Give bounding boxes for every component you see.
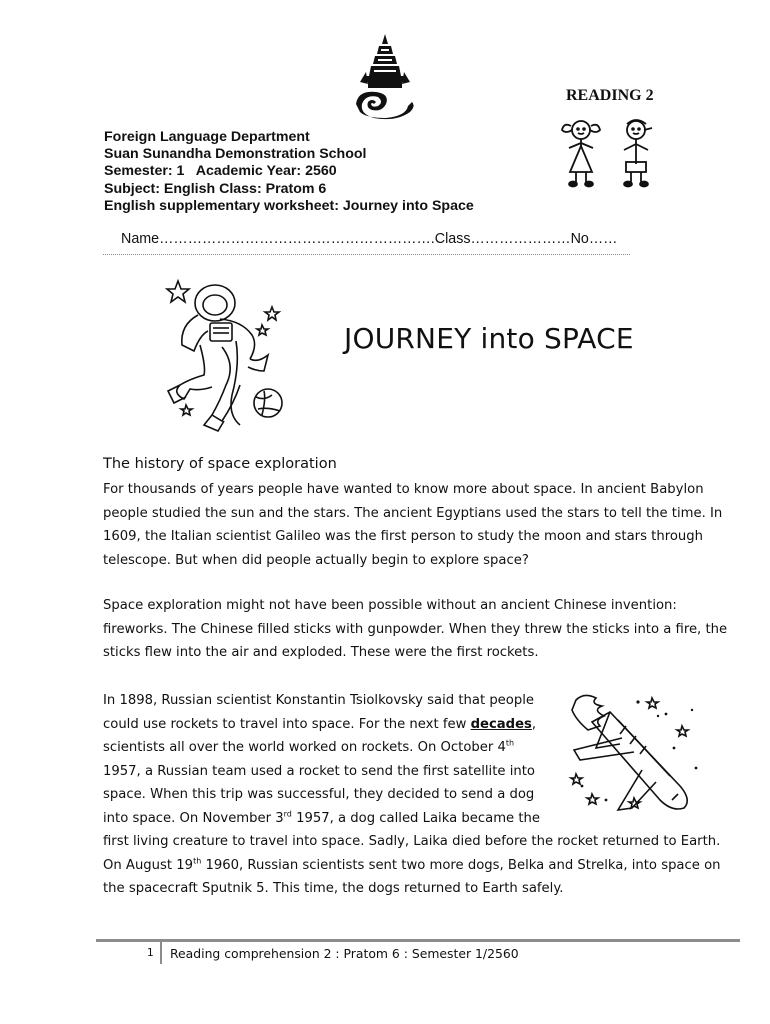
section-heading: The history of space exploration <box>103 456 337 472</box>
subject-line: Subject: English Class: Pratom 6 <box>104 180 327 197</box>
worksheet-title: JOURNEY into SPACE <box>344 322 634 355</box>
paragraph-line: fireworks. The Chinese filled sticks with gunpowder. When they threw the sticks into a fire, the <box>103 621 728 637</box>
ordinal-suffix: rd <box>283 809 292 819</box>
department-line: Foreign Language Department <box>104 129 310 145</box>
vocabulary-word-decades: decades <box>470 716 532 732</box>
reading-label: READING 2 <box>566 87 654 104</box>
paragraph-2 <box>103 594 743 665</box>
paragraph-line: For thousands of years people have wanted to know more about space. In ancient Babylon <box>103 482 704 497</box>
semester-line: Semester: 1 Academic Year: 2560 <box>104 163 337 180</box>
text-segment: into space. On November 3 <box>103 810 284 826</box>
school-header <box>104 129 474 215</box>
paragraph-line: telescope. But when did people actually begin to explore space? <box>103 552 529 568</box>
paragraph-line: sticks flew into the air and exploded. These were the first rockets. <box>103 645 539 660</box>
ordinal-suffix: th <box>193 856 202 866</box>
school-line: Suan Sunandha Demonstration School <box>104 146 367 163</box>
footer-rule <box>96 939 740 942</box>
paragraph-line: space. When this trip was successful, they decided to send a dog <box>103 787 535 802</box>
footer-divider <box>160 942 162 964</box>
space-shuttle-clipart-icon <box>562 690 706 818</box>
paragraph-line <box>103 854 743 878</box>
paragraph-line: 1609, the Italian scientist Galileo was the first person to study the moon and stars through <box>103 529 703 544</box>
text-segment: , <box>531 716 537 732</box>
ordinal-suffix: th <box>505 738 515 748</box>
paragraph-line: the spacecraft Sputnik 5. This time, the dogs returned to Earth safely. <box>103 881 564 896</box>
worksheet-line: English supplementary worksheet: Journey into Space <box>104 197 474 214</box>
school-emblem-logo <box>346 32 424 124</box>
paragraph-line: 1957, a Russian team used a rocket to send the first satellite into <box>103 763 535 779</box>
footer-text: Reading comprehension 2 : Pratom 6 : Semester 1/2560 <box>170 946 519 961</box>
text-segment: scientists all over the world worked on rockets. On October 4 <box>103 740 506 755</box>
paragraph-line: first living creature to travel into space. Sadly, Laika died before the rocket returned to Earth. <box>103 834 721 849</box>
text-segment: 1960, Russian scientists sent two more dogs, Belka and Strelka, into space on <box>201 857 721 873</box>
text-segment: 1957, a dog called Laika became the <box>291 810 541 826</box>
text-segment: could use rockets to travel into space. For the next few <box>103 716 471 732</box>
astronaut-clipart-icon <box>160 275 295 435</box>
text-segment: On August 19 <box>103 857 194 873</box>
name-class-no-line: Name………………………………………………….Class…………………No…… <box>121 231 618 247</box>
page-number: 1 <box>147 947 154 959</box>
paragraph-line: In 1898, Russian scientist Konstantin Tsiolkovsky said that people <box>103 693 535 708</box>
paragraph-line: Space exploration might not have been possible without an ancient Chinese invention: <box>103 598 677 613</box>
kids-clipart-icon <box>556 118 666 194</box>
paragraph-1 <box>103 478 743 572</box>
dotted-divider <box>103 254 630 255</box>
paragraph-line: people studied the sun and the stars. The ancient Egyptians used the stars to tell the time. In <box>103 505 723 521</box>
